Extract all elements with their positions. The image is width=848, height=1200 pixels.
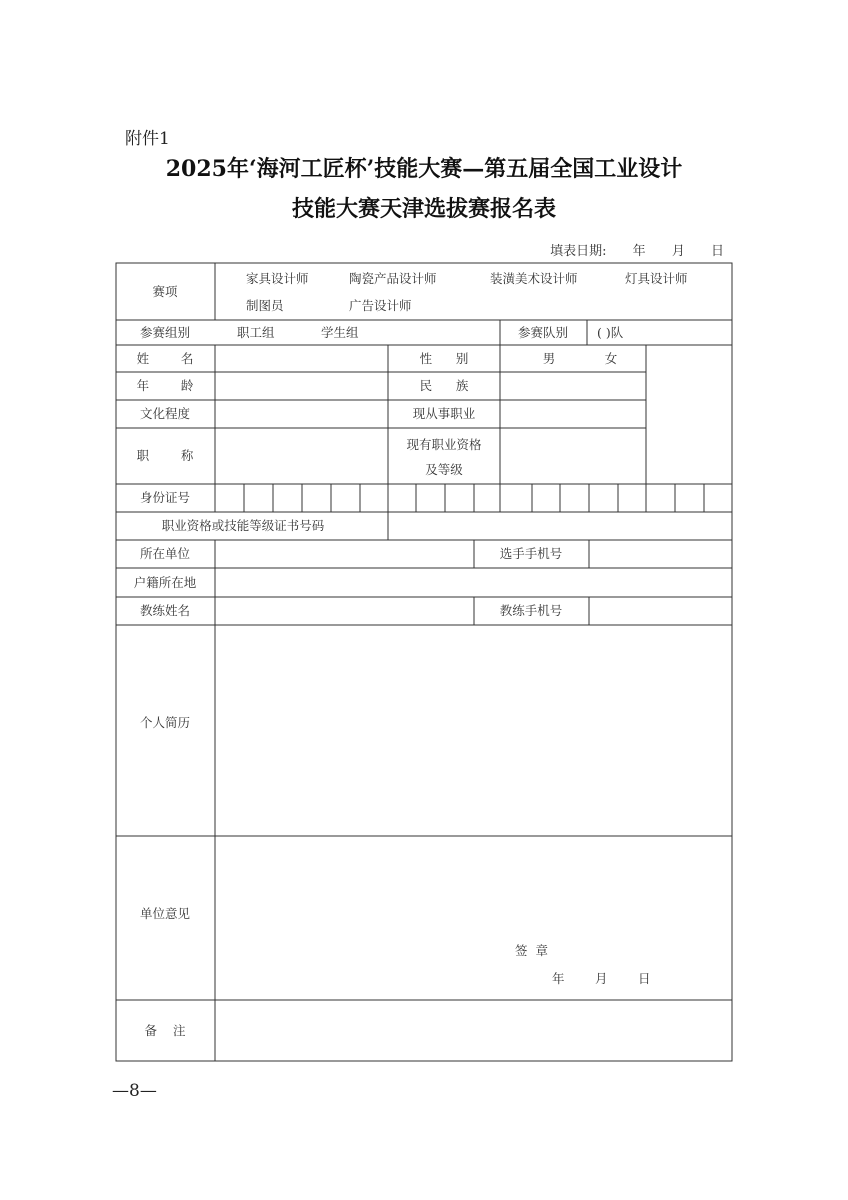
unit-opinion-month: 月 — [595, 971, 608, 986]
qualification-label-line1: 现有职业资格 — [406, 436, 482, 452]
event-option-ceramics[interactable]: 陶瓷产品设计师 — [349, 271, 437, 286]
resume-label: 个人简历 — [139, 714, 191, 730]
name-field[interactable] — [216, 346, 387, 371]
attachment-label: 附件1 — [125, 129, 170, 149]
group-option-student[interactable]: 学生组 — [321, 324, 359, 340]
group-option-worker[interactable]: 职工组 — [237, 324, 275, 340]
id-number-label: 身份证号 — [139, 489, 191, 505]
event-option-advertising[interactable]: 广告设计师 — [349, 298, 412, 313]
remarks-label: 备 注 — [144, 1022, 186, 1038]
unit-opinion-year: 年 — [552, 971, 565, 986]
coach-name-field[interactable] — [216, 598, 473, 624]
unit-opinion-field[interactable] — [216, 837, 731, 999]
household-field[interactable] — [216, 569, 731, 596]
date-fill-label: 填表日期: — [550, 244, 607, 259]
group-label: 参赛组别 — [139, 324, 191, 340]
date-fill-day: 日 — [710, 244, 724, 259]
resume-field[interactable] — [216, 626, 731, 835]
title-label: 职 称 — [136, 447, 194, 463]
phone-field[interactable] — [590, 541, 731, 567]
event-option-drafting[interactable]: 制图员 — [246, 298, 284, 313]
qualification-label-line2: 及等级 — [425, 461, 463, 477]
event-option-lighting[interactable]: 灯具设计师 — [625, 271, 688, 286]
page-title-line2: 技能大赛天津选拔赛报名表 — [291, 196, 556, 222]
age-label: 年 龄 — [136, 377, 194, 393]
gender-label: 性 别 — [419, 350, 469, 366]
id-number-field[interactable] — [216, 485, 731, 511]
occupation-field[interactable] — [501, 401, 645, 427]
remarks-field[interactable] — [216, 1001, 731, 1060]
date-fill-month: 月 — [671, 244, 685, 259]
team-label: 参赛队别 — [517, 324, 569, 340]
age-field[interactable] — [216, 373, 387, 399]
education-label: 文化程度 — [139, 405, 191, 421]
education-field[interactable] — [216, 401, 387, 427]
ethnicity-label: 民 族 — [419, 377, 469, 393]
qualification-field[interactable] — [501, 429, 645, 483]
team-value[interactable]: ( )队 — [597, 324, 624, 340]
gender-option-male[interactable]: 男 — [542, 350, 556, 366]
employer-label: 所在单位 — [139, 545, 191, 561]
gender-option-female[interactable]: 女 — [604, 350, 618, 366]
coach-phone-field[interactable] — [590, 598, 731, 624]
cert-number-label: 职业资格或技能等级证书号码 — [161, 517, 325, 533]
coach-name-label: 教练姓名 — [139, 602, 191, 618]
household-label: 户籍所在地 — [133, 574, 197, 590]
title-field[interactable] — [216, 429, 387, 483]
event-label: 赛项 — [152, 283, 178, 299]
page-number: —8— — [112, 1081, 157, 1101]
occupation-label: 现从事职业 — [412, 405, 476, 421]
unit-opinion-seal: 签 章 — [515, 943, 548, 958]
unit-opinion-label: 单位意见 — [139, 905, 191, 921]
event-option-decoration[interactable]: 装潢美术设计师 — [490, 271, 578, 286]
date-fill-year: 年 — [632, 244, 646, 259]
event-option-furniture[interactable]: 家具设计师 — [246, 271, 309, 286]
cert-number-field[interactable] — [389, 513, 731, 539]
coach-phone-label: 教练手机号 — [499, 602, 563, 618]
ethnicity-field[interactable] — [501, 373, 645, 399]
phone-label: 选手手机号 — [499, 545, 563, 561]
unit-opinion-day: 日 — [638, 971, 651, 986]
name-label: 姓 名 — [136, 350, 194, 366]
employer-field[interactable] — [216, 541, 473, 567]
page-title-line1: 2025年‘海河工匠杯’技能大赛—第五届全国工业设计 — [165, 156, 683, 182]
